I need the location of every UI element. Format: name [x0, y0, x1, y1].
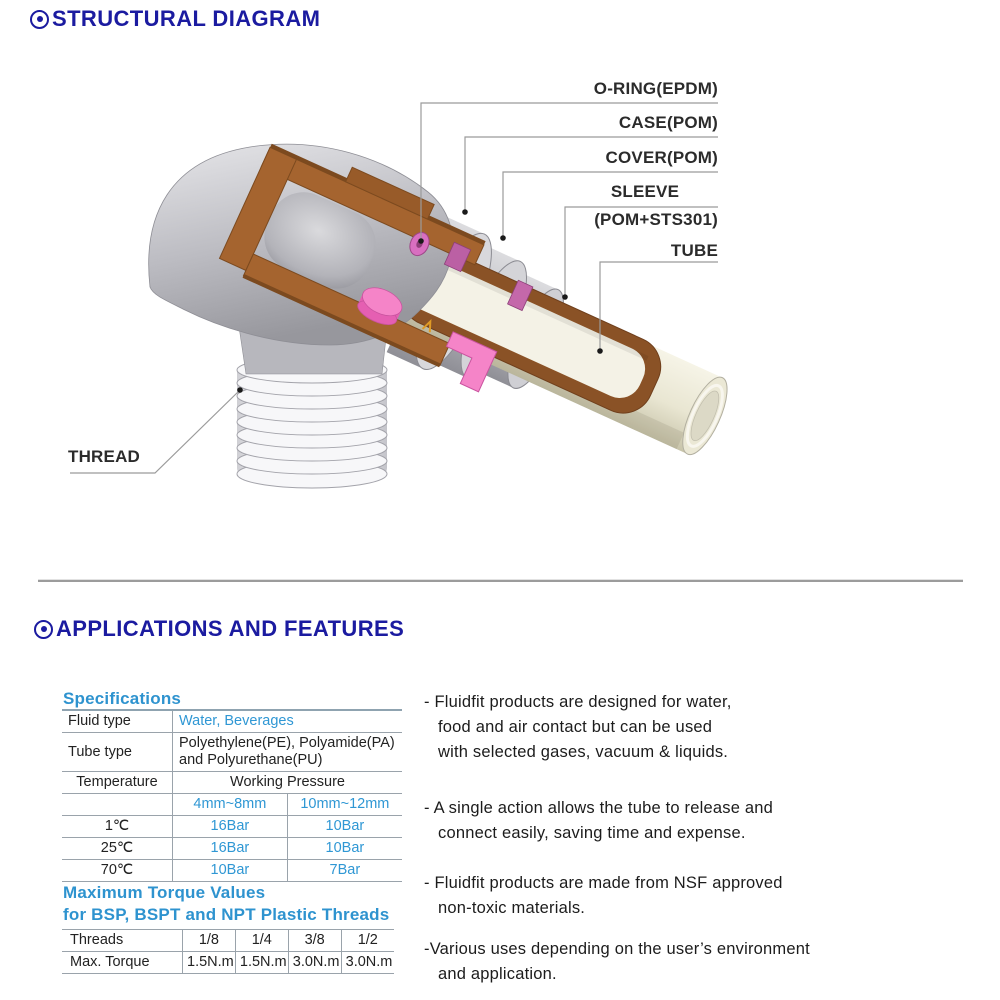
tube-type-value: Polyethylene(PE), Polyamide(PA) and Polyurethane(PU): [173, 733, 403, 772]
working-pressure-label: Working Pressure: [173, 772, 403, 794]
pressure-70c-large: 7Bar: [287, 860, 402, 882]
feature-line: - Fluidfit products are made from NSF approved: [424, 874, 783, 892]
tube-type-label: Tube type: [62, 733, 173, 772]
label-tube: TUBE: [670, 241, 718, 260]
structural-diagram-title: STRUCTURAL DIAGRAM: [52, 6, 321, 31]
thread-size-1-8: 1/8: [183, 930, 236, 952]
feature-item: [424, 871, 783, 921]
pressure-1c-small: 16Bar: [173, 816, 288, 838]
feature-line: - A single action allows the tube to release and: [424, 799, 773, 817]
table-row: [62, 794, 402, 816]
section-divider: [38, 579, 963, 582]
feature-line: and application.: [438, 965, 557, 983]
label-case: CASE(POM): [618, 113, 718, 132]
feature-item: [424, 796, 773, 846]
label-o-ring: O-RING(EPDM): [593, 79, 718, 98]
torque-value-1-2: 3.0N.m: [341, 952, 394, 974]
temp-1c: 1℃: [62, 816, 173, 838]
torque-value-1-8: 1.5N.m: [183, 952, 236, 974]
size-header-empty: [62, 794, 173, 816]
feature-line: - Fluidfit products are designed for water,: [424, 693, 732, 711]
feature-item: [424, 690, 732, 765]
table-row: [62, 860, 402, 882]
pressure-25c-large: 10Bar: [287, 838, 402, 860]
feature-line: food and air contact but can be used: [438, 718, 713, 736]
thread-size-1-2: 1/2: [341, 930, 394, 952]
size-header-large: 10mm~12mm: [287, 794, 402, 816]
table-row: [62, 838, 402, 860]
label-cover: COVER(POM): [605, 148, 718, 167]
table-row: [62, 772, 402, 794]
fluid-type-label: Fluid type: [62, 710, 173, 733]
torque-title: [63, 882, 389, 926]
pressure-70c-small: 10Bar: [173, 860, 288, 882]
threads-header: Threads: [62, 930, 183, 952]
table-row: [62, 733, 402, 772]
thread-size-1-4: 1/4: [235, 930, 288, 952]
pressure-25c-small: 16Bar: [173, 838, 288, 860]
fluid-type-value: Water, Beverages: [173, 710, 403, 733]
table-row: [62, 816, 402, 838]
pressure-1c-large: 10Bar: [287, 816, 402, 838]
feature-line: with selected gases, vacuum & liquids.: [438, 743, 729, 761]
feature-item: [424, 937, 810, 987]
specifications-table: [62, 709, 402, 882]
size-header-small: 4mm~8mm: [173, 794, 288, 816]
torque-value-1-4: 1.5N.m: [235, 952, 288, 974]
table-row: [62, 952, 394, 974]
torque-table: [62, 929, 394, 974]
label-sleeve-line2: (POM+STS301): [594, 210, 718, 229]
torque-title-line2: for BSP, BSPT and NPT Plastic Threads: [63, 905, 390, 924]
label-sleeve-line1: SLEEVE: [610, 182, 680, 201]
torque-title-line1: Maximum Torque Values: [63, 883, 266, 902]
feature-line: non-toxic materials.: [438, 899, 586, 917]
applications-heading: [34, 616, 404, 642]
temp-70c: 70℃: [62, 860, 173, 882]
table-row: [62, 930, 394, 952]
applications-title: APPLICATIONS AND FEATURES: [56, 616, 405, 641]
thread-size-3-8: 3/8: [288, 930, 341, 952]
temp-25c: 25℃: [62, 838, 173, 860]
feature-line: connect easily, saving time and expense.: [438, 824, 746, 842]
feature-line: -Various uses depending on the user’s environment: [424, 940, 810, 958]
torque-value-3-8: 3.0N.m: [288, 952, 341, 974]
temperature-label: Temperature: [62, 772, 173, 794]
thread-stem: [237, 357, 387, 489]
max-torque-label: Max. Torque: [62, 952, 183, 974]
label-thread: THREAD: [68, 447, 141, 466]
bullseye-icon: [34, 620, 53, 639]
specifications-title: Specifications: [63, 689, 182, 708]
table-row: [62, 710, 402, 733]
